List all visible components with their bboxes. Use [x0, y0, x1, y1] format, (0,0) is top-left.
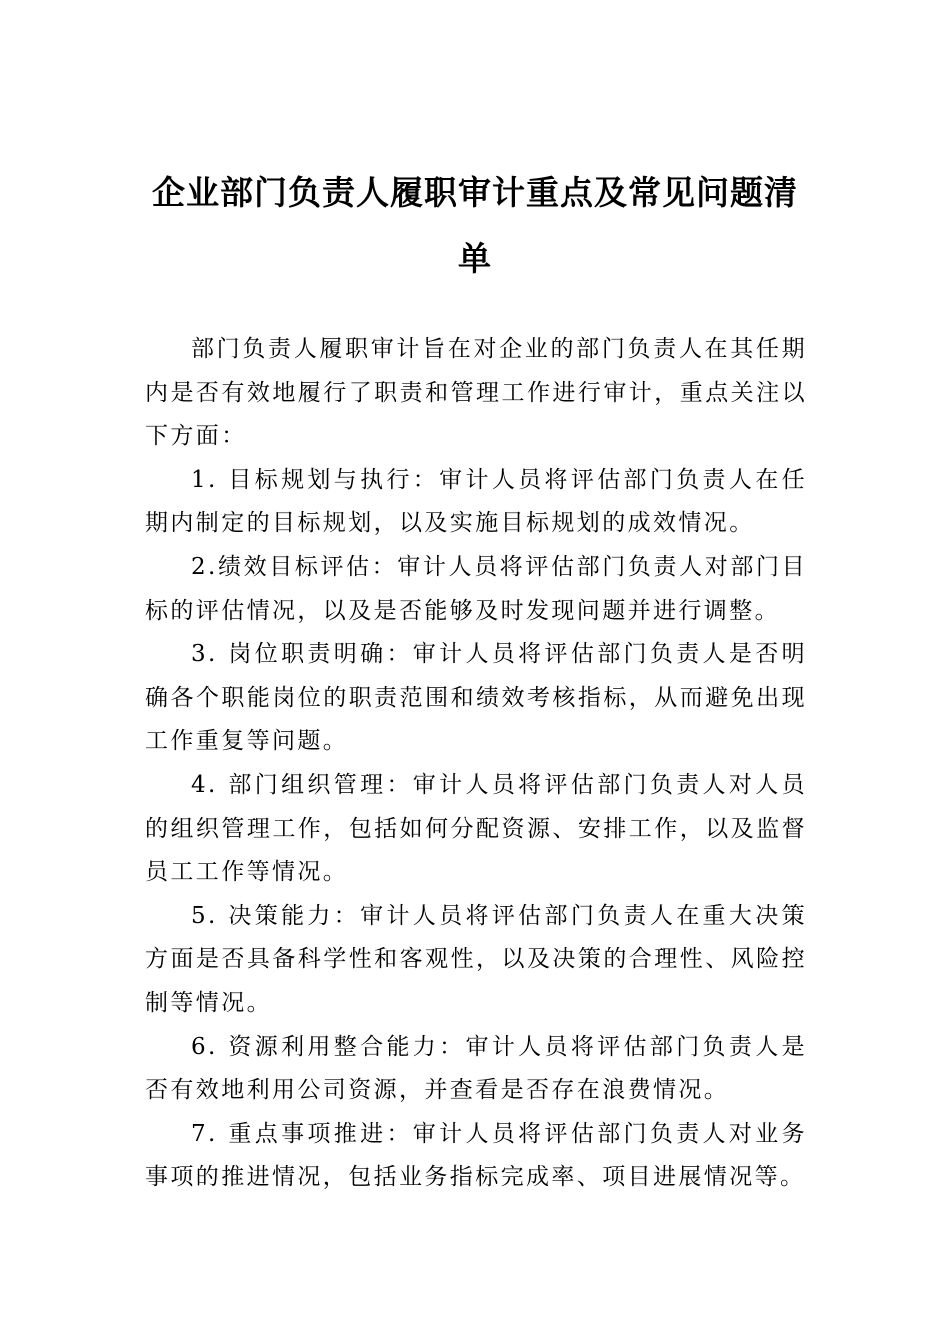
document-title: 企业部门负责人履职审计重点及常见问题清单 [152, 173, 798, 278]
document-body [145, 328, 807, 1200]
intro-paragraph: 部门负责人履职审计旨在对企业的部门负责人在其任期内是否有效地履行了职责和管理工作进行审计，重点关注以下方面： [145, 336, 807, 450]
list-item-7: 7. 重点事项推进：审计人员将评估部门负责人对业务事项的推进情况，包括业务指标完成率、项目进展情况等。 [145, 1120, 807, 1191]
list-item-4: 4. 部门组织管理：审计人员将评估部门负责人对人员的组织管理工作，包括如何分配资源、安排工作，以及监督员工工作等情况。 [145, 771, 807, 886]
list-item-6: 6. 资源利用整合能力：审计人员将评估部门负责人是否有效地利用公司资源，并查看是否存在浪费情况。 [145, 1033, 807, 1104]
list-item-3: 3. 岗位职责明确：审计人员将评估部门负责人是否明确各个职能岗位的职责范围和绩效考核指标，从而避免出现工作重复等问题。 [145, 641, 807, 755]
list-item-5: 5. 决策能力：审计人员将评估部门负责人在重大决策方面是否具备科学性和客观性，以及决策的合理性、风险控制等情况。 [145, 902, 807, 1016]
list-item-2: 2.绩效目标评估：审计人员将评估部门负责人对部门目标的评估情况，以及是否能够及时发现问题并进行调整。 [145, 553, 807, 624]
list-item-1: 1. 目标规划与执行：审计人员将评估部门负责人在任期内制定的目标规划，以及实施目标规划的成效情况。 [145, 466, 807, 537]
